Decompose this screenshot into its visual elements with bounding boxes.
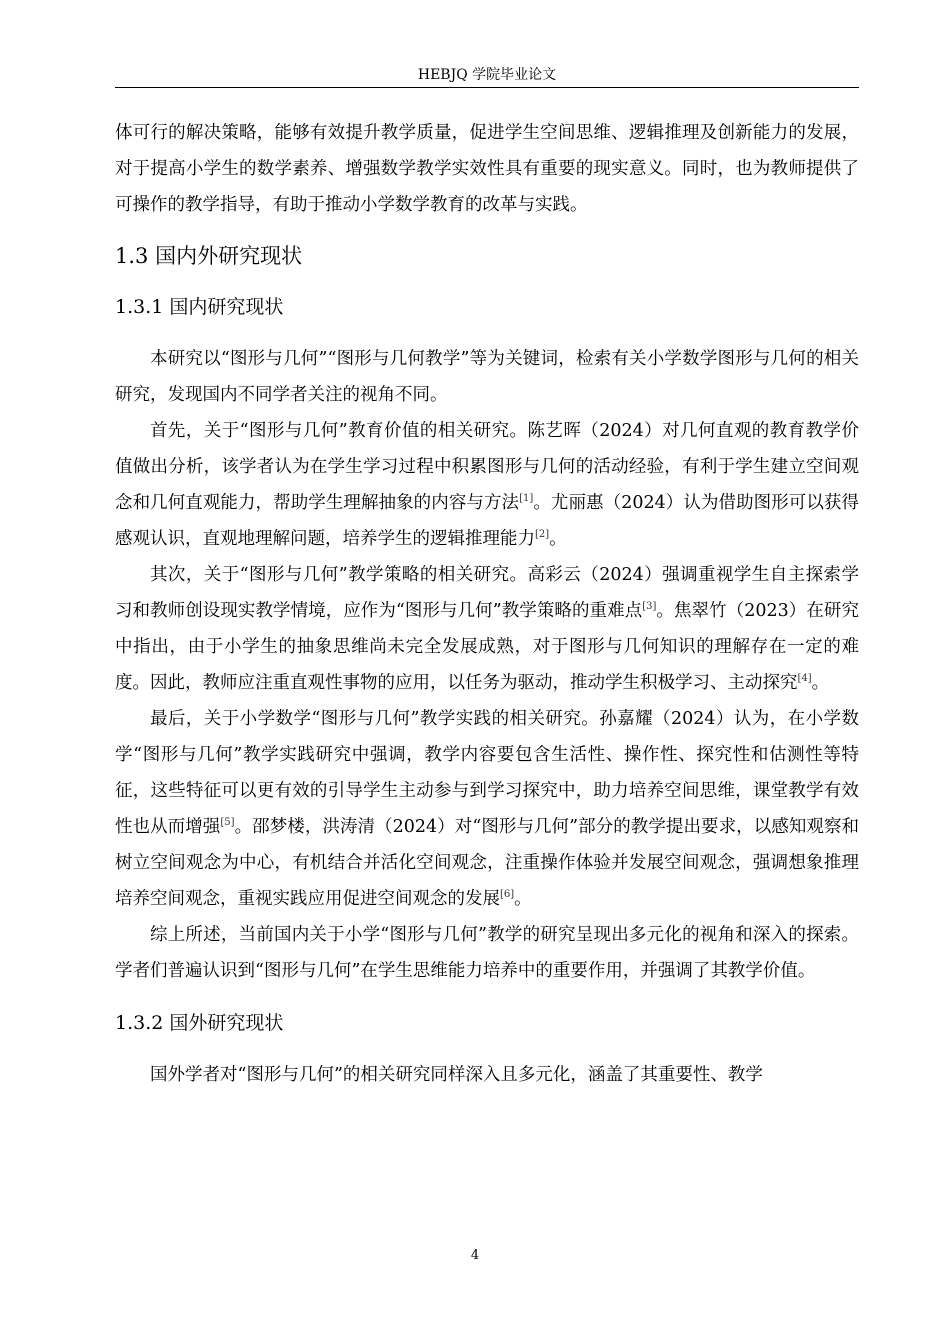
running-header: HEBJQ 学院毕业论文 (417, 67, 557, 83)
citation-ref[interactable]: [1] (519, 493, 534, 504)
citation-ref[interactable]: [2] (535, 529, 550, 540)
citation-ref[interactable]: [6] (500, 889, 515, 900)
paragraph-teaching-strategy (115, 557, 859, 701)
paragraph-teaching-practice (115, 701, 859, 917)
subsection-heading-1-3-1: 1.3.1 国内研究现状 (115, 296, 284, 318)
body-content (115, 115, 859, 1093)
paragraph-text: 。 (514, 889, 532, 909)
paragraph-text: 最后，关于小学数学“图形与几何”教学实践的相关研究。孙嘉耀（2024）认为，在小学数学“图形与几何”教学实践研究中强调，教学内容要包含生活性、操作性、探究性和估测性等特征，这些特征可以更有效的引导学生主动参与到学习探究中，助力培养空间思维，课堂教学有效性也从而增强 (115, 709, 859, 837)
paragraph-text: 。焦翠竹（2023）在研究中指出，由于小学生的抽象思维尚未完全发展成熟，对于图形与几何知识的理解存在一定的难度。因此，教师应注重直观性事物的应用，以任务为驱动，推动学生积极学习、主动探究 (115, 601, 859, 693)
paragraph-text: 其次，关于“图形与几何”教学策略的相关研究。高彩云（2024）强调重视学生自主探索学习和教师创设现实教学情境，应作为“图形与几何”教学策略的重难点 (115, 565, 859, 621)
header-rule (115, 87, 859, 88)
paragraph-education-value (115, 413, 859, 557)
paragraph-text: 。邵梦楼，洪涛清（2024）对“图形与几何”部分的教学提出要求，以感知观察和树立空间观念为中心，有机结合并活化空间观念，注重操作体验并发展空间观念，强调想象推理培养空间观念，重视实践应用促进空间观念的发展 (115, 817, 859, 909)
page-number: 4 (470, 1248, 480, 1263)
section-heading-1-3: 1.3 国内外研究现状 (115, 244, 303, 268)
paragraph-text: 。尤丽惠（2024）认为借助图形可以获得感观认识，直观地理解问题，培养学生的逻辑推理能力 (115, 493, 859, 549)
paragraph-text: 。 (811, 673, 830, 693)
paragraph-continued: 体可行的解决策略，能够有效提升教学质量，促进学生空间思维、逻辑推理及创新能力的发展，对于提高小学生的数学素养、增强数学教学实效性具有重要的现实意义。同时，也为教师提供了可操作的教学指导，有助于推动小学数学教育的改革与实践。 (115, 123, 859, 215)
paragraph-summary: 综上所述，当前国内关于小学“图形与几何”教学的研究呈现出多元化的视角和深入的探索。学者们普遍认识到“图形与几何”在学生思维能力培养中的重要作用，并强调了其教学价值。 (115, 925, 859, 981)
citation-ref[interactable]: [4] (797, 673, 812, 684)
paragraph-text: 。 (549, 529, 567, 549)
citation-ref[interactable]: [3] (642, 601, 657, 612)
subsection-heading-1-3-2: 1.3.2 国外研究现状 (115, 1012, 284, 1034)
paragraph-text: 首先，关于“图形与几何”教育价值的相关研究。陈艺晖（2024）对几何直观的教育教学价值做出分析，该学者认为在学生学习过程中积累图形与几何的活动经验，有利于学生建立空间观念和几何直观能力，帮助学生理解抽象的内容与方法 (115, 421, 859, 513)
citation-ref[interactable]: [5] (220, 817, 235, 828)
paragraph-intro: 本研究以“图形与几何”“图形与几何教学”等为关键词，检索有关小学数学图形与几何的相关研究，发现国内不同学者关注的视角不同。 (115, 349, 859, 405)
paragraph-foreign-research: 国外学者对“图形与几何”的相关研究同样深入且多元化，涵盖了其重要性、教学 (150, 1065, 763, 1085)
